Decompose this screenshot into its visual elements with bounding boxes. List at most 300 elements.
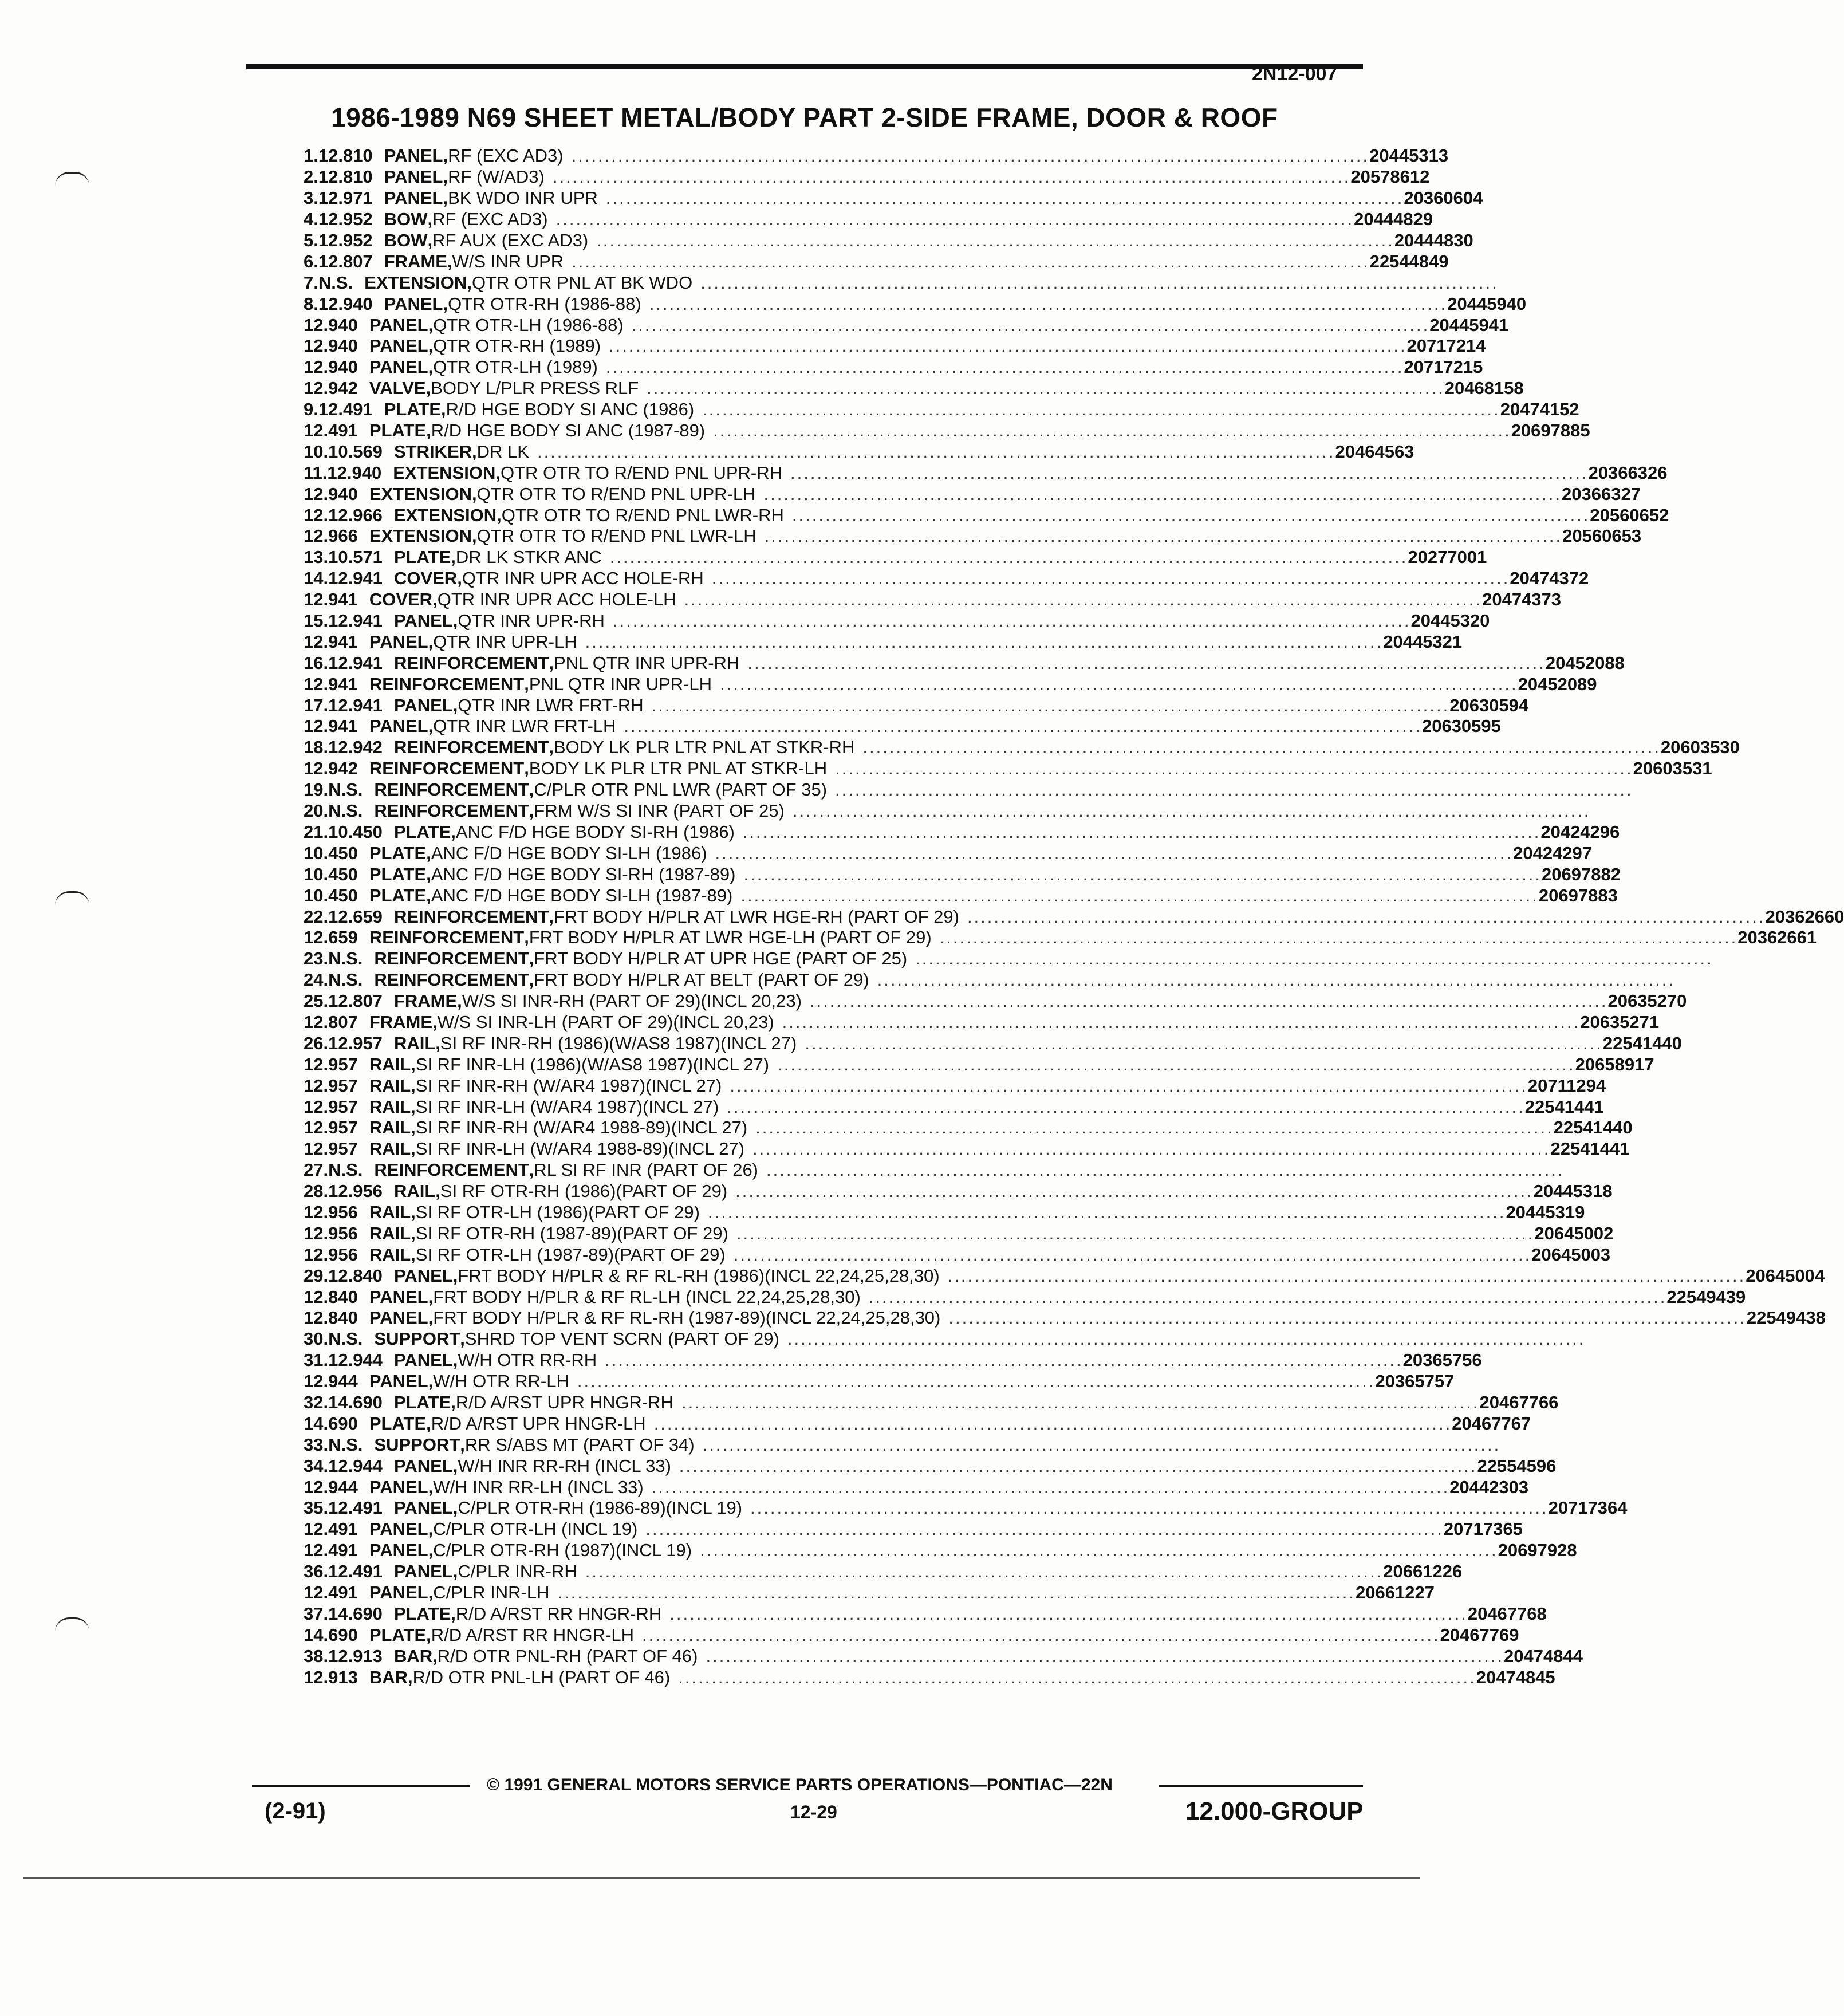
separator: , (411, 1096, 416, 1117)
leader-dots: ........................................................................................................................ (805, 1033, 1603, 1053)
part-name: FRAME (393, 991, 458, 1011)
group-number: 12.956 (304, 1202, 358, 1222)
group-number: 12.491 (318, 399, 373, 420)
separator: , (428, 336, 434, 356)
part-name: BAR (369, 1667, 408, 1687)
part-description: FRT BODY H/PLR AT LWR HGE-RH (PART OF 29) (553, 906, 959, 927)
separator: , (441, 399, 446, 420)
part-number: 22541440 (1553, 1117, 1633, 1138)
group-number: 12.944 (304, 1371, 358, 1392)
part-number: 20366326 (1588, 462, 1668, 483)
part-description: R/D HGE BODY SI ANC (1987-89) (431, 420, 706, 441)
part-row (304, 652, 1625, 674)
group-label: 12.000-GROUP (1185, 1797, 1364, 1825)
group-number: 14.690 (304, 1413, 358, 1434)
group-number: N.S. (328, 970, 363, 990)
part-name: REINFORCEMENT (374, 801, 529, 821)
part-name: PLATE (369, 842, 427, 863)
leader-dots: ........................................................................................................................ (939, 927, 1738, 948)
separator: , (432, 589, 438, 610)
group-number: 12.491 (328, 1498, 383, 1518)
part-description: QTR OTR-RH (1989) (433, 336, 601, 356)
part-description: R/D A/RST RR HNGR-LH (431, 1624, 635, 1645)
part-number: 20645004 (1746, 1265, 1825, 1286)
part-row (304, 420, 1590, 442)
part-name: PANEL (393, 611, 453, 631)
leader-dots: ........................................................................................................................ (653, 1413, 1452, 1434)
part-number: 20362660 (1765, 906, 1844, 927)
part-row (304, 1392, 1559, 1413)
leader-dots: ........................................................................................................................ (766, 1160, 1565, 1180)
group-number: 12.491 (304, 420, 358, 441)
part-row (304, 1540, 1577, 1561)
part-description: QTR OTR-RH (1986-88) (448, 293, 641, 314)
part-number: 20467769 (1440, 1624, 1519, 1645)
item-number: 10. (304, 441, 329, 462)
part-row (304, 885, 1618, 906)
leader-dots: ........................................................................................................................ (571, 145, 1370, 166)
part-row (304, 1286, 1746, 1308)
leader-dots: ........................................................................................................................ (700, 1540, 1498, 1561)
leader-dots: ........................................................................................................................ (715, 842, 1514, 863)
leader-dots: ........................................................................................................................ (740, 885, 1539, 905)
part-description: BODY LK PLR LTR PNL AT STKR-LH (529, 758, 828, 779)
item-number: 36. (304, 1561, 329, 1582)
leader-dots: ........................................................................................................................ (727, 1096, 1525, 1117)
group-number: 12.659 (328, 906, 383, 927)
group-number: 12.840 (328, 1265, 383, 1286)
part-name: COVER (369, 589, 433, 610)
separator: , (428, 1476, 434, 1497)
item-number: 33. (304, 1434, 329, 1455)
group-number: N.S. (328, 1160, 363, 1180)
part-description: R/D HGE BODY SI ANC (1986) (446, 399, 695, 420)
part-name: PLATE (384, 399, 441, 420)
separator: , (411, 1202, 416, 1222)
part-row (304, 547, 1487, 568)
part-number: 20603531 (1633, 758, 1712, 779)
part-number: 20365757 (1375, 1371, 1455, 1392)
part-number: 20635271 (1580, 1011, 1660, 1032)
part-name: RAIL (369, 1244, 411, 1265)
part-number: 20658917 (1575, 1054, 1654, 1074)
separator: , (426, 842, 431, 863)
part-description: QTR OTR TO R/END PNL UPR-RH (501, 462, 783, 483)
separator: , (428, 357, 434, 377)
part-number: 20630595 (1421, 716, 1501, 737)
part-row (304, 568, 1589, 589)
part-name: EXTENSION (364, 272, 467, 293)
part-row (304, 1350, 1482, 1371)
part-description: RF (W/AD3) (448, 167, 545, 187)
leader-dots: ........................................................................................................................ (605, 357, 1404, 377)
part-row (304, 1117, 1633, 1139)
part-name: RAIL (369, 1139, 411, 1159)
item-number: 30. (304, 1329, 329, 1349)
separator: , (524, 674, 529, 694)
separator: , (529, 1160, 534, 1180)
part-row (304, 1223, 1614, 1244)
part-description: W/H INR RR-RH (INCL 33) (458, 1455, 671, 1476)
part-description: ANC F/D HGE BODY SI-LH (1986) (431, 842, 707, 863)
separator: , (428, 1519, 434, 1539)
separator: , (411, 1054, 416, 1074)
part-description: ANC F/D HGE BODY SI-RH (1986) (455, 821, 735, 842)
part-row (304, 293, 1527, 314)
part-name: PANEL (369, 1476, 428, 1497)
separator: , (451, 1392, 456, 1412)
part-row (304, 970, 1676, 991)
leader-dots: ........................................................................................................................ (684, 589, 1483, 610)
leader-dots: ........................................................................................................................ (537, 441, 1335, 462)
part-row (304, 1434, 1501, 1455)
part-row (304, 737, 1740, 758)
leader-dots: ........................................................................................................................ (791, 505, 1590, 525)
part-row (304, 864, 1621, 885)
part-description: QTR INR UPR-LH (433, 631, 577, 652)
part-row (304, 906, 1844, 927)
group-number: 12.941 (304, 716, 358, 737)
group-number: 10.450 (328, 821, 383, 842)
part-description: QTR OTR PNL AT BK WDO (471, 272, 693, 293)
part-number: 20362661 (1737, 927, 1817, 948)
item-number: 14. (304, 568, 329, 589)
item-number: 11. (304, 462, 328, 483)
item-number: 2. (304, 167, 318, 187)
part-number: 20464563 (1335, 441, 1414, 462)
part-name: SUPPORT (374, 1434, 460, 1455)
part-name: PANEL (393, 1350, 453, 1371)
group-number: 12.940 (304, 483, 358, 504)
separator: , (443, 188, 448, 208)
part-description: FRM W/S SI INR (PART OF 25) (534, 801, 785, 821)
group-number: 12.966 (304, 526, 358, 546)
part-number: 20445321 (1383, 631, 1463, 652)
part-number: 20467768 (1467, 1603, 1547, 1624)
separator: , (426, 1624, 431, 1645)
separator: , (460, 1329, 465, 1349)
copyright-notice: © 1991 GENERAL MOTORS SERVICE PARTS OPERATIONS—PONTIAC—22N (487, 1775, 1113, 1794)
part-name: EXTENSION (393, 462, 496, 483)
separator: , (428, 716, 434, 737)
group-number: 12.941 (328, 568, 383, 589)
part-description: C/PLR OTR-RH (1987)(INCL 19) (433, 1540, 692, 1561)
part-name: PLATE (393, 1392, 451, 1412)
part-number: 20474845 (1476, 1667, 1555, 1687)
leader-dots: ........................................................................................................................ (585, 631, 1384, 652)
group-number: N.S. (328, 1329, 363, 1349)
group-number: 12.952 (318, 209, 373, 230)
item-number: 27. (304, 1160, 329, 1180)
group-number: 12.810 (318, 167, 373, 187)
part-row (304, 1202, 1585, 1223)
group-number: 10.450 (304, 885, 358, 905)
part-name: RAIL (369, 1202, 411, 1222)
item-number: 28. (304, 1181, 329, 1202)
separator: , (529, 948, 534, 969)
part-number: 20474844 (1504, 1645, 1583, 1666)
group-number: 12.941 (328, 611, 383, 631)
leader-dots: ........................................................................................................................ (711, 568, 1510, 589)
part-number: 22549439 (1666, 1286, 1746, 1307)
part-description: C/PLR OTR-LH (INCL 19) (433, 1519, 638, 1539)
leader-dots: ........................................................................................................................ (755, 1117, 1554, 1138)
separator: , (426, 1413, 431, 1434)
part-row (304, 378, 1524, 399)
leader-dots: ........................................................................................................................ (730, 1075, 1528, 1096)
part-description: RF (EXC AD3) (448, 145, 564, 166)
top-rule (246, 64, 1363, 69)
part-name: RAIL (369, 1054, 411, 1074)
part-description: SI RF OTR-RH (1987-89)(PART OF 29) (415, 1223, 728, 1243)
separator: , (471, 526, 477, 546)
part-number: 20645002 (1534, 1223, 1614, 1243)
part-description: FRT BODY H/PLR AT BELT (PART OF 29) (534, 970, 869, 990)
separator: , (452, 1561, 458, 1582)
leader-dots: ........................................................................................................................ (764, 526, 1563, 546)
group-number: 12.941 (304, 631, 358, 652)
part-name: REINFORCEMENT (369, 927, 525, 948)
part-number: 20697885 (1511, 420, 1590, 441)
part-row (304, 1011, 1660, 1033)
part-row (304, 1371, 1455, 1392)
part-description: R/D A/RST UPR HNGR-LH (431, 1413, 646, 1434)
leader-dots: ........................................................................................................................ (782, 1011, 1581, 1032)
part-name: SUPPORT (374, 1329, 460, 1349)
part-description: ANC F/D HGE BODY SI-RH (1987-89) (431, 864, 736, 884)
separator: , (460, 1434, 465, 1455)
leader-dots: ........................................................................................................................ (631, 314, 1430, 335)
separator: , (411, 1117, 416, 1138)
part-number: 20445313 (1369, 145, 1449, 166)
separator: , (457, 568, 462, 589)
group-number: 12.942 (304, 378, 358, 399)
leader-dots: ........................................................................................................................ (835, 758, 1633, 779)
part-description: R/D A/RST UPR HNGR-RH (455, 1392, 673, 1412)
part-name: EXTENSION (369, 483, 472, 504)
part-description: SI RF OTR-LH (1987-89)(PART OF 29) (415, 1244, 726, 1265)
part-name: PANEL (384, 167, 443, 187)
part-description: W/H INR RR-LH (INCL 33) (433, 1476, 644, 1497)
item-number: 34. (304, 1455, 329, 1476)
part-description: SI RF INR-LH (1986)(W/AS8 1987)(INCL 27) (415, 1054, 770, 1074)
separator: , (549, 652, 554, 673)
part-description: QTR OTR TO R/END PNL LWR-RH (501, 505, 784, 525)
separator: , (428, 1308, 434, 1328)
part-description: FRT BODY H/PLR & RF RL-RH (1987-89)(INCL 22,24,25,28,30) (433, 1308, 941, 1328)
part-row (304, 589, 1562, 611)
part-number: 20452088 (1545, 652, 1625, 673)
leader-dots: ........................................................................................................................ (736, 1223, 1535, 1243)
part-description: SI RF INR-RH (W/AR4 1987)(INCL 27) (415, 1075, 722, 1096)
separator: , (411, 1223, 416, 1243)
leader-dots: ........................................................................................................................ (713, 420, 1511, 441)
part-row (304, 145, 1449, 167)
group-number: 12.840 (304, 1286, 358, 1307)
group-number: 12.942 (328, 737, 383, 758)
group-number: 12.944 (304, 1476, 358, 1497)
part-row (304, 1519, 1523, 1540)
leader-dots: ........................................................................................................................ (835, 779, 1633, 800)
separator: , (549, 737, 554, 758)
leader-dots: ........................................................................................................................ (651, 1476, 1450, 1497)
part-number: 20467766 (1479, 1392, 1559, 1412)
part-row (304, 230, 1473, 251)
part-number: 20468158 (1444, 378, 1524, 399)
part-name: RAIL (393, 1181, 436, 1202)
leader-dots: ........................................................................................................................ (720, 674, 1518, 694)
leader-dots: ........................................................................................................................ (915, 948, 1713, 969)
part-name: PANEL (393, 1561, 453, 1582)
part-number: 20360604 (1404, 188, 1483, 208)
item-number: 22. (304, 906, 329, 927)
footer-rule-left (252, 1785, 470, 1787)
group-number: N.S. (328, 948, 363, 969)
separator: , (452, 1455, 458, 1476)
part-name: PLATE (369, 1413, 427, 1434)
part-name: PLATE (393, 821, 451, 842)
part-number: 22549438 (1746, 1308, 1826, 1328)
part-number: 20717364 (1548, 1498, 1628, 1518)
leader-dots: ........................................................................................................................ (679, 1455, 1477, 1476)
part-row (304, 1308, 1826, 1329)
separator: , (472, 441, 477, 462)
part-number: 20366327 (1562, 483, 1641, 504)
part-name: PANEL (369, 336, 428, 356)
separator: , (428, 1540, 434, 1561)
group-number: 12.840 (304, 1308, 358, 1328)
leader-dots: ........................................................................................................................ (624, 716, 1422, 737)
part-number: 20424297 (1513, 842, 1593, 863)
part-row (304, 1244, 1611, 1265)
group-number: 12.971 (318, 188, 373, 208)
part-row (304, 1667, 1555, 1688)
group-number: 12.807 (318, 251, 373, 271)
part-row (304, 272, 1499, 293)
part-description: QTR OTR TO R/END PNL LWR-LH (476, 526, 756, 546)
separator: , (426, 885, 431, 905)
item-number: 8. (304, 293, 318, 314)
group-number: 12.966 (328, 505, 383, 525)
part-number: 20717214 (1406, 336, 1486, 356)
group-number: 12.940 (327, 462, 382, 483)
part-row (304, 1498, 1628, 1519)
part-number: 20445319 (1506, 1202, 1585, 1222)
part-row (304, 1582, 1435, 1604)
part-name: PANEL (369, 631, 428, 652)
item-number: 32. (304, 1392, 329, 1412)
separator: , (435, 1181, 440, 1202)
part-row (304, 357, 1483, 378)
page-title: 1986-1989 N69 SHEET METAL/BODY PART 2-SIDE FRAME, DOOR & ROOF (331, 103, 1278, 132)
separator: , (471, 483, 477, 504)
part-name: REINFORCEMENT (393, 652, 549, 673)
part-description: QTR INR LWR FRT-LH (433, 716, 616, 737)
leader-dots: ........................................................................................................................ (572, 251, 1370, 271)
part-number: 20474152 (1500, 399, 1579, 420)
part-number: 20697928 (1498, 1540, 1577, 1561)
group-number: 12.957 (304, 1054, 358, 1074)
part-number: 20711294 (1527, 1075, 1606, 1096)
part-name: PANEL (369, 1371, 428, 1392)
leader-dots: ........................................................................................................................ (707, 1202, 1506, 1222)
group-number: 12.807 (328, 991, 383, 1011)
part-row (304, 631, 1463, 652)
part-description: R/D OTR PNL-RH (PART OF 46) (437, 1645, 698, 1666)
part-description: PNL QTR INR UPR-LH (529, 674, 712, 694)
part-name: PANEL (369, 1308, 428, 1328)
leader-dots: ........................................................................................................................ (681, 1392, 1480, 1412)
group-number: 12.957 (304, 1075, 358, 1096)
part-description: FRT BODY H/PLR AT UPR HGE (PART OF 25) (534, 948, 908, 969)
item-number: 5. (304, 230, 318, 250)
part-number: 20697882 (1542, 864, 1621, 884)
part-description: FRT BODY H/PLR & RF RL-RH (1986)(INCL 22,24,25,28,30) (458, 1265, 940, 1286)
leader-dots: ........................................................................................................................ (642, 1624, 1440, 1645)
leader-dots: ........................................................................................................................ (948, 1308, 1747, 1328)
separator: , (411, 1139, 416, 1159)
part-number: 20452089 (1518, 674, 1597, 694)
group-number: 12.491 (304, 1519, 358, 1539)
separator: , (524, 927, 529, 948)
part-description: W/S INR UPR (452, 251, 564, 271)
separator: , (452, 1350, 458, 1371)
part-row (304, 462, 1668, 483)
item-number: 13. (304, 547, 329, 568)
leader-dots: ........................................................................................................................ (743, 864, 1542, 884)
group-number: 12.940 (304, 357, 358, 377)
part-description: W/S SI INR-RH (PART OF 29)(INCL 20,23) (462, 991, 802, 1011)
separator: , (467, 272, 472, 293)
item-number: 38. (304, 1645, 329, 1666)
part-description: SI RF INR-RH (W/AR4 1988-89)(INCL 27) (415, 1117, 748, 1138)
part-name: RAIL (369, 1223, 411, 1243)
group-number: 12.956 (304, 1223, 358, 1243)
leader-dots: ........................................................................................................................ (649, 293, 1448, 314)
group-number: 12.807 (304, 1011, 358, 1032)
leader-dots: ........................................................................................................................ (645, 1519, 1444, 1539)
part-row (304, 188, 1483, 209)
separator: , (549, 906, 554, 927)
leader-dots: ........................................................................................................................ (647, 378, 1445, 399)
part-row (304, 716, 1501, 737)
part-name: PANEL (369, 1540, 428, 1561)
item-number: 15. (304, 611, 329, 631)
part-row (304, 1645, 1583, 1667)
group-number: 12.952 (318, 230, 373, 250)
part-row (304, 927, 1817, 948)
item-number: 23. (304, 948, 329, 969)
part-name: PANEL (384, 293, 443, 314)
part-number: 20717215 (1404, 357, 1483, 377)
group-number: 12.941 (304, 674, 358, 694)
part-row (304, 1139, 1630, 1160)
item-number: 16. (304, 652, 329, 673)
part-row (304, 991, 1687, 1012)
part-row (304, 209, 1433, 230)
leader-dots: ........................................................................................................................ (577, 1371, 1376, 1392)
part-row (304, 1265, 1825, 1286)
part-name: RAIL (393, 1033, 436, 1053)
part-description: RF AUX (EXC AD3) (432, 230, 589, 250)
part-number: 20603530 (1660, 737, 1740, 758)
part-number: 20578612 (1350, 167, 1430, 187)
part-name: RAIL (369, 1075, 411, 1096)
margin-mark (55, 891, 89, 905)
part-number: 20444829 (1354, 209, 1433, 230)
separator: , (428, 1582, 434, 1602)
separator: , (452, 1498, 458, 1518)
